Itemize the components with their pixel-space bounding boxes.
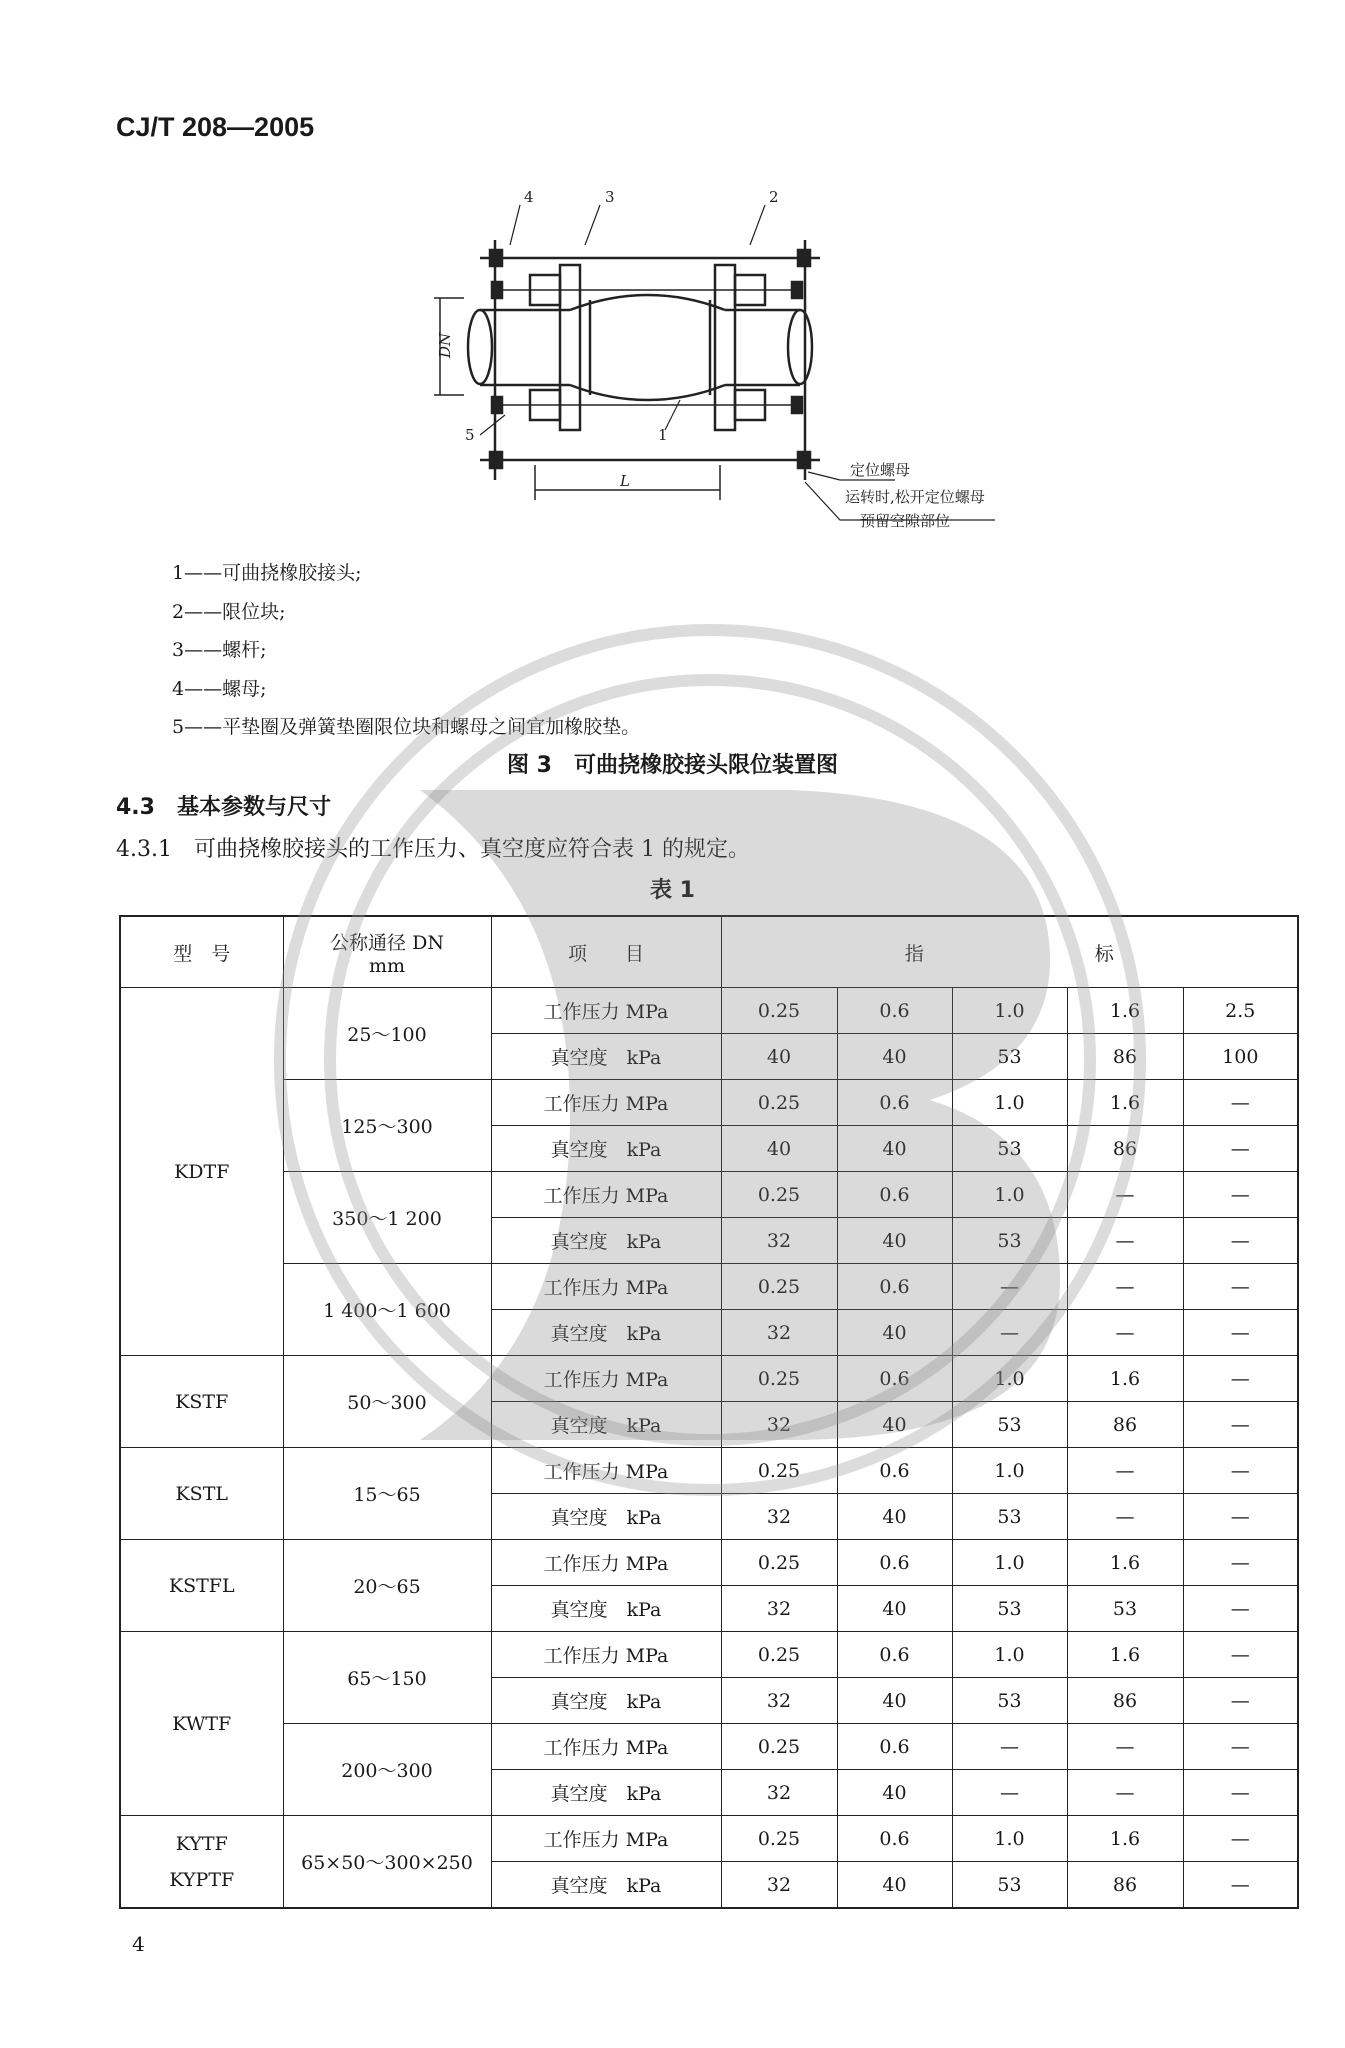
cell-value: 40	[837, 1402, 952, 1448]
cell-value: 0.25	[721, 988, 837, 1034]
cell-item: 工作压力 MPa	[491, 1172, 721, 1218]
cell-value: —	[1183, 1080, 1298, 1126]
cell-dn: 20～65	[283, 1540, 491, 1632]
cell-value: 1.6	[1067, 1816, 1183, 1862]
cell-value: 0.25	[721, 1080, 837, 1126]
cell-item: 真空度 kPa	[491, 1678, 721, 1724]
cell-value: 100	[1183, 1034, 1298, 1080]
cell-value: —	[1183, 1126, 1298, 1172]
cell-value: —	[1183, 1678, 1298, 1724]
cell-value: 0.25	[721, 1540, 837, 1586]
cell-value: —	[1067, 1770, 1183, 1816]
cell-value: —	[1067, 1494, 1183, 1540]
cell-value: 0.25	[721, 1632, 837, 1678]
table-row	[120, 1172, 1298, 1218]
cell-dn: 65～150	[283, 1632, 491, 1724]
cell-value: 86	[1067, 1126, 1183, 1172]
cell-value: 0.6	[837, 1816, 952, 1862]
note-gap-line-2: 预留空隙部位	[860, 512, 951, 530]
cell-value: 1.0	[952, 988, 1067, 1034]
cell-value: 32	[721, 1862, 837, 1909]
cell-value: —	[1183, 1218, 1298, 1264]
cell-item: 真空度 kPa	[491, 1770, 721, 1816]
cell-value: 1.6	[1067, 988, 1183, 1034]
legend-item: 4——螺母;	[172, 677, 267, 700]
callout-2: 2	[769, 190, 779, 206]
cell-value: 0.6	[837, 988, 952, 1034]
cell-value: 53	[952, 1862, 1067, 1909]
table-row	[120, 1356, 1298, 1402]
cell-value: 40	[837, 1494, 952, 1540]
cell-value: 40	[837, 1310, 952, 1356]
cell-item: 工作压力 MPa	[491, 1540, 721, 1586]
figure-caption: 图 3 可曲挠橡胶接头限位装置图	[507, 753, 838, 778]
cell-value: 32	[721, 1770, 837, 1816]
cell-value: 32	[721, 1494, 837, 1540]
header-item: 项 目	[491, 916, 721, 988]
cell-value: —	[1067, 1172, 1183, 1218]
cell-model: KWTF	[120, 1632, 283, 1816]
table-row	[120, 1264, 1298, 1310]
cell-value: —	[1183, 1862, 1298, 1909]
cell-dn: 65×50～300×250	[283, 1816, 491, 1909]
cell-item: 工作压力 MPa	[491, 988, 721, 1034]
document-code: CJ/T 208—2005	[116, 112, 315, 142]
cell-value: 53	[952, 1678, 1067, 1724]
cell-value: —	[1067, 1310, 1183, 1356]
cell-value: 40	[837, 1586, 952, 1632]
cell-value: 86	[1067, 1034, 1183, 1080]
cell-value: —	[1067, 1724, 1183, 1770]
header-index: 指 标	[721, 916, 1298, 988]
cell-value: 53	[952, 1218, 1067, 1264]
page-number: 4	[132, 1932, 145, 1956]
header-dn: 公称通径 DN mm	[283, 916, 491, 988]
callout-1: 1	[658, 426, 668, 444]
cell-value: —	[1067, 1218, 1183, 1264]
cell-dn: 200～300	[283, 1724, 491, 1816]
cell-value: —	[1183, 1632, 1298, 1678]
callout-5: 5	[465, 426, 475, 444]
cell-value: 32	[721, 1402, 837, 1448]
cell-value: —	[1183, 1586, 1298, 1632]
cell-value: 53	[952, 1126, 1067, 1172]
table-row	[120, 1448, 1298, 1494]
cell-item: 工作压力 MPa	[491, 1264, 721, 1310]
cell-value: 0.6	[837, 1724, 952, 1770]
cell-item: 真空度 kPa	[491, 1126, 721, 1172]
cell-dn: 25～100	[283, 988, 491, 1080]
cell-value: 0.25	[721, 1448, 837, 1494]
callout-4: 4	[524, 190, 534, 206]
cell-value: 40	[721, 1126, 837, 1172]
cell-value: 53	[952, 1402, 1067, 1448]
cell-model: KSTF	[120, 1356, 283, 1448]
cell-value: 32	[721, 1310, 837, 1356]
dim-label-dn: DN	[436, 332, 454, 358]
clause-text: 4.3.1 可曲挠橡胶接头的工作压力、真空度应符合表 1 的规定。	[116, 837, 750, 862]
cell-dn: 50～300	[283, 1356, 491, 1448]
cell-value: —	[1183, 1724, 1298, 1770]
cell-item: 工作压力 MPa	[491, 1356, 721, 1402]
note-gap-line-1: 运转时,松开定位螺母	[845, 488, 985, 506]
cell-value: 1.0	[952, 1172, 1067, 1218]
cell-value: 40	[837, 1034, 952, 1080]
cell-value: 2.5	[1183, 988, 1298, 1034]
cell-value: 40	[837, 1126, 952, 1172]
cell-item: 工作压力 MPa	[491, 1080, 721, 1126]
cell-dn: 15～65	[283, 1448, 491, 1540]
cell-value: 0.6	[837, 1632, 952, 1678]
cell-model: KYTF KYPTF	[120, 1816, 283, 1909]
cell-dn: 1 400～1 600	[283, 1264, 491, 1356]
legend-item: 5——平垫圈及弹簧垫圈限位块和螺母之间宜加橡胶垫。	[172, 716, 641, 738]
cell-value: 0.25	[721, 1264, 837, 1310]
cell-item: 真空度 kPa	[491, 1586, 721, 1632]
table-title: 表 1	[650, 878, 695, 903]
section-heading: 4.3 基本参数与尺寸	[116, 795, 331, 820]
cell-value: 40	[837, 1678, 952, 1724]
cell-value: —	[1183, 1172, 1298, 1218]
table-header-row	[120, 916, 1298, 988]
table-row	[120, 1632, 1298, 1678]
cell-value: 53	[952, 1034, 1067, 1080]
cell-value: 0.6	[837, 1540, 952, 1586]
cell-value: 0.25	[721, 1172, 837, 1218]
cell-value: 53	[952, 1494, 1067, 1540]
cell-value: 1.6	[1067, 1356, 1183, 1402]
cell-value: 32	[721, 1586, 837, 1632]
cell-model: KSTL	[120, 1448, 283, 1540]
cell-value: —	[952, 1310, 1067, 1356]
cell-value: 53	[952, 1586, 1067, 1632]
cell-value: 1.6	[1067, 1540, 1183, 1586]
cell-value: —	[1067, 1448, 1183, 1494]
cell-value: 1.0	[952, 1632, 1067, 1678]
cell-value: 40	[837, 1862, 952, 1909]
cell-item: 工作压力 MPa	[491, 1632, 721, 1678]
cell-value: 0.25	[721, 1356, 837, 1402]
cell-value: —	[1183, 1356, 1298, 1402]
cell-value: 32	[721, 1218, 837, 1264]
cell-value: 1.0	[952, 1540, 1067, 1586]
table-row	[120, 1816, 1298, 1862]
restraint-device-figure	[420, 190, 1000, 550]
legend-item: 1——可曲挠橡胶接头;	[172, 562, 362, 584]
cell-value: —	[1183, 1402, 1298, 1448]
cell-value: —	[952, 1724, 1067, 1770]
table-row	[120, 1080, 1298, 1126]
cell-value: 86	[1067, 1402, 1183, 1448]
header-model: 型 号	[120, 916, 283, 988]
cell-value: 0.6	[837, 1356, 952, 1402]
legend-item: 2——限位块;	[172, 600, 286, 623]
cell-item: 工作压力 MPa	[491, 1816, 721, 1862]
cell-item: 工作压力 MPa	[491, 1724, 721, 1770]
cell-value: 0.6	[837, 1172, 952, 1218]
cell-item: 真空度 kPa	[491, 1034, 721, 1080]
cell-value: —	[1183, 1494, 1298, 1540]
cell-value: —	[952, 1770, 1067, 1816]
cell-value: 1.6	[1067, 1080, 1183, 1126]
cell-value: 40	[721, 1034, 837, 1080]
cell-item: 真空度 kPa	[491, 1402, 721, 1448]
cell-value: 0.6	[837, 1264, 952, 1310]
cell-value: 0.6	[837, 1080, 952, 1126]
cell-value: 0.25	[721, 1816, 837, 1862]
cell-value: 32	[721, 1678, 837, 1724]
cell-dn: 125～300	[283, 1080, 491, 1172]
cell-value: 1.6	[1067, 1632, 1183, 1678]
legend-item: 3——螺杆;	[172, 639, 267, 661]
callout-3: 3	[605, 190, 615, 206]
table-row	[120, 1724, 1298, 1770]
cell-value: —	[1183, 1816, 1298, 1862]
cell-value: —	[952, 1264, 1067, 1310]
cell-value: —	[1183, 1540, 1298, 1586]
cell-dn: 350～1 200	[283, 1172, 491, 1264]
cell-value: —	[1183, 1770, 1298, 1816]
cell-value: —	[1183, 1448, 1298, 1494]
cell-value: 86	[1067, 1678, 1183, 1724]
cell-value: 53	[1067, 1586, 1183, 1632]
cell-value: 40	[837, 1218, 952, 1264]
cell-item: 工作压力 MPa	[491, 1448, 721, 1494]
cell-item: 真空度 kPa	[491, 1310, 721, 1356]
cell-value: 0.6	[837, 1448, 952, 1494]
cell-model: KDTF	[120, 988, 283, 1356]
cell-value: 1.0	[952, 1448, 1067, 1494]
cell-value: 40	[837, 1770, 952, 1816]
cell-value: 1.0	[952, 1080, 1067, 1126]
cell-item: 真空度 kPa	[491, 1494, 721, 1540]
cell-value: —	[1183, 1310, 1298, 1356]
cell-item: 真空度 kPa	[491, 1862, 721, 1909]
cell-value: —	[1183, 1264, 1298, 1310]
dim-label-l: L	[620, 472, 630, 490]
cell-model: KSTFL	[120, 1540, 283, 1632]
spec-table	[119, 915, 1299, 1909]
cell-value: 86	[1067, 1862, 1183, 1909]
cell-item: 真空度 kPa	[491, 1218, 721, 1264]
figure-legend	[172, 554, 640, 747]
cell-value: 1.0	[952, 1356, 1067, 1402]
cell-value: 1.0	[952, 1816, 1067, 1862]
cell-value: 0.25	[721, 1724, 837, 1770]
note-positioning-nut: 定位螺母	[850, 461, 911, 479]
cell-value: —	[1067, 1264, 1183, 1310]
table-row	[120, 1540, 1298, 1586]
table-row	[120, 988, 1298, 1034]
